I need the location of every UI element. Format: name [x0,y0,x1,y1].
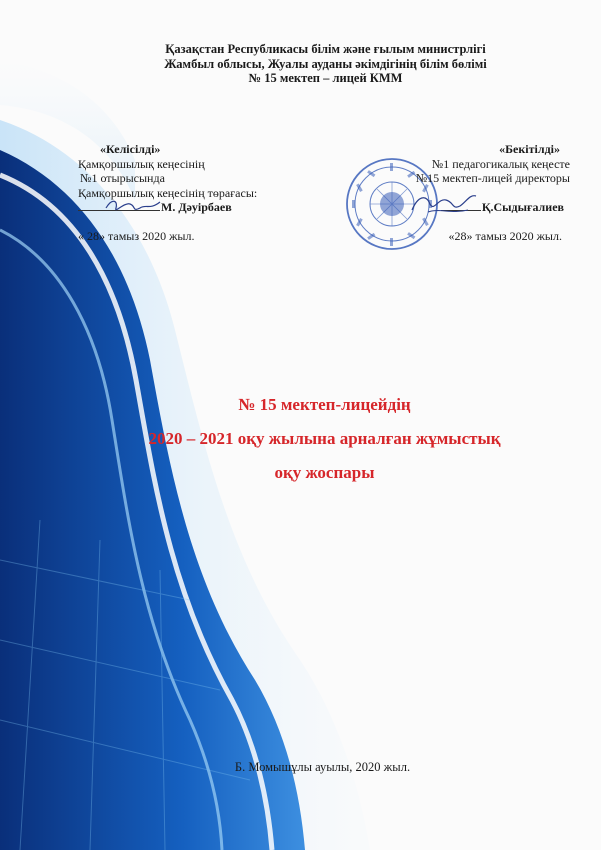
agreed-block [78,142,338,243]
ministry-line: Қазақстан Республикасы білім және ғылым министрлігі [165,42,486,56]
agreed-signer: М. Дәуірбаев [161,200,232,214]
agreed-line-3: Қамқоршылық кеңесінің төрағасы: [78,185,258,200]
handwritten-signature-right [408,190,478,218]
place-and-year: Б. Момышұлы ауылы, 2020 жыл. [234,760,411,774]
agreed-heading: «Келісілді» [100,142,161,156]
approved-line-2: №15 мектеп-лицей директоры [415,171,570,185]
agreed-line-2: №1 отырысында [80,171,165,185]
document-header [0,42,601,86]
school-line: № 15 мектеп – лицей КММ [248,71,403,85]
agreed-line-1: Қамқоршылық кеңесінің [78,156,205,171]
approved-heading: «Бекітілді» [499,142,560,156]
approved-line-1: №1 педагогикалық кеңесте [431,156,570,171]
approved-date: «28» тамыз 2020 жыл. [448,228,562,243]
title-line-3: оқу жоспары [274,463,375,482]
agreed-date: « 28» тамыз 2020 жыл. [78,228,195,243]
handwritten-signature-left [104,196,164,216]
department-line: Жамбыл облысы, Жуалы ауданы әкімдігінің білім бөлімі [164,56,487,71]
title-line-1: № 15 мектеп-лицейдің [238,395,411,414]
title-line-2: 2020 – 2021 оқу жылына арналған жұмыстық [148,429,501,448]
document-title [0,388,601,490]
approved-signer: Қ.Сыдығалиев [481,200,564,214]
